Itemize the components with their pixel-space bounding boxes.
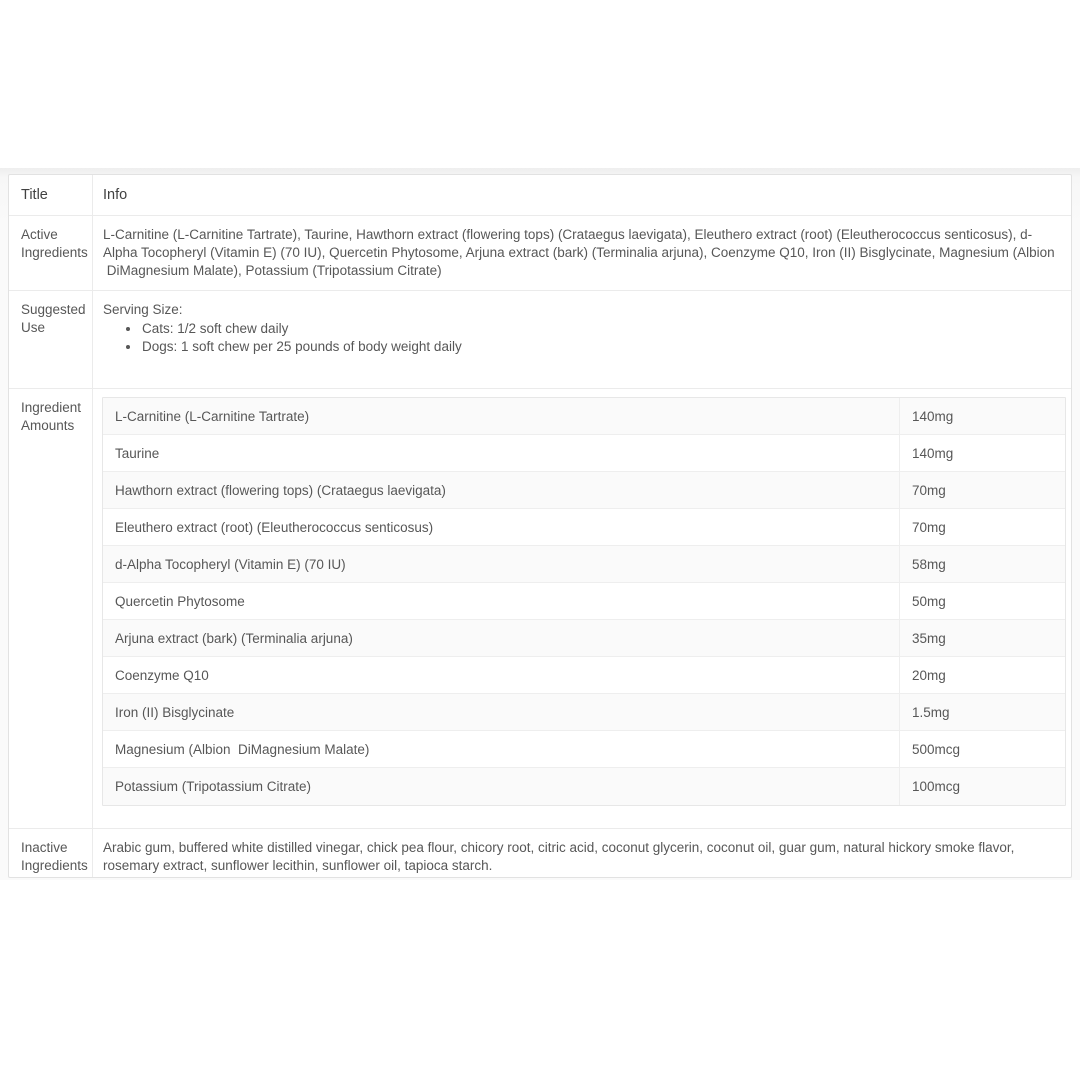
ingredient-row: [103, 657, 1065, 694]
inactive-ingredients-text: Arabic gum, buffered white distilled vinegar, chick pea flour, chicory root, citric acid, coconut glycerin, coconut oil, guar gum, natural hickory smoke flavor, rosemary extract, sunflower lecithin, sunflower oil, tapioca starch.: [92, 829, 1071, 877]
ingredient-row: [103, 398, 1065, 435]
ingredient-name: d-Alpha Tocopheryl (Vitamin E) (70 IU): [103, 546, 900, 582]
ingredient-amount: 100mcg: [912, 779, 961, 794]
serving-size-list: [103, 320, 1059, 356]
ingredient-amount: 50mg: [912, 594, 946, 609]
ingredient-row: [103, 546, 1065, 583]
ingredient-amount: 70mg: [912, 520, 946, 535]
row-title: Active Ingredients: [21, 227, 88, 260]
title-column-header: Title: [21, 187, 48, 203]
ingredient-name: Eleuthero extract (root) (Eleutherococcus senticosus): [103, 509, 900, 545]
list-item: • Dogs: 1 soft chew per 25 pounds of body weight daily: [141, 338, 1059, 356]
ingredient-name: Magnesium (Albion DiMagnesium Malate): [103, 731, 900, 767]
ingredient-amount: 140mg: [912, 446, 954, 461]
ingredient-amount: 35mg: [912, 631, 946, 646]
table-header-row: [9, 175, 1071, 215]
ingredient-amounts-table: [102, 397, 1066, 806]
list-item: • Cats: 1/2 soft chew daily: [141, 320, 1059, 338]
ingredient-amount: 500mcg: [912, 742, 961, 757]
ingredient-name: Potassium (Tripotassium Citrate): [103, 768, 900, 805]
ingredient-row: [103, 509, 1065, 546]
ingredient-name: Quercetin Phytosome: [103, 583, 900, 619]
ingredient-row: [103, 435, 1065, 472]
ingredient-row: [103, 731, 1065, 768]
row-title: Suggested Use: [21, 302, 86, 335]
row-title: Inactive Ingredients: [21, 840, 88, 873]
active-ingredients-text: L-Carnitine (L-Carnitine Tartrate), Taurine, Hawthorn extract (flowering tops) (Crataegus laevigata), Eleuthero extract (root) (Eleutherococcus senticosus), d-Alpha Tocopheryl (Vitamin E) (70 IU), Quercetin Phytosome, Arjuna extract (bark) (Terminalia arjuna), Coenzyme Q10, Iron (II) Bisglycinate, Magnesium (Albion DiMagnesium Malate), Potassium (Tripotassium Citrate): [92, 216, 1071, 290]
ingredient-row: [103, 583, 1065, 620]
product-spec-table: [8, 174, 1072, 878]
ingredient-amount: 1.5mg: [912, 705, 950, 720]
ingredient-name: Coenzyme Q10: [103, 657, 900, 693]
ingredient-row: [103, 620, 1065, 657]
ingredient-row: [103, 472, 1065, 509]
ingredient-name: L-Carnitine (L-Carnitine Tartrate): [103, 398, 900, 434]
table-row-active-ingredients: [9, 215, 1071, 290]
ingredient-amount: 140mg: [912, 409, 954, 424]
ingredient-amount: 20mg: [912, 668, 946, 683]
row-title: Ingredient Amounts: [21, 400, 82, 433]
ingredient-amount: 58mg: [912, 557, 946, 572]
ingredient-name: Iron (II) Bisglycinate: [103, 694, 900, 730]
ingredient-name: Hawthorn extract (flowering tops) (Crataegus laevigata): [103, 472, 900, 508]
table-row-ingredient-amounts: [9, 388, 1071, 828]
spec-table-section: [0, 168, 1080, 880]
ingredient-row: [103, 768, 1065, 805]
ingredient-name: Taurine: [103, 435, 900, 471]
ingredient-row: [103, 694, 1065, 731]
ingredient-amounts-cell: [92, 389, 1071, 828]
table-row-suggested-use: [9, 290, 1071, 388]
serving-size-label: Serving Size:: [103, 302, 183, 317]
info-column-header: Info: [92, 175, 1071, 215]
ingredient-name: Arjuna extract (bark) (Terminalia arjuna): [103, 620, 900, 656]
suggested-use-content: [92, 291, 1071, 388]
ingredient-amount: 70mg: [912, 483, 946, 498]
table-row-inactive-ingredients: [9, 828, 1071, 877]
